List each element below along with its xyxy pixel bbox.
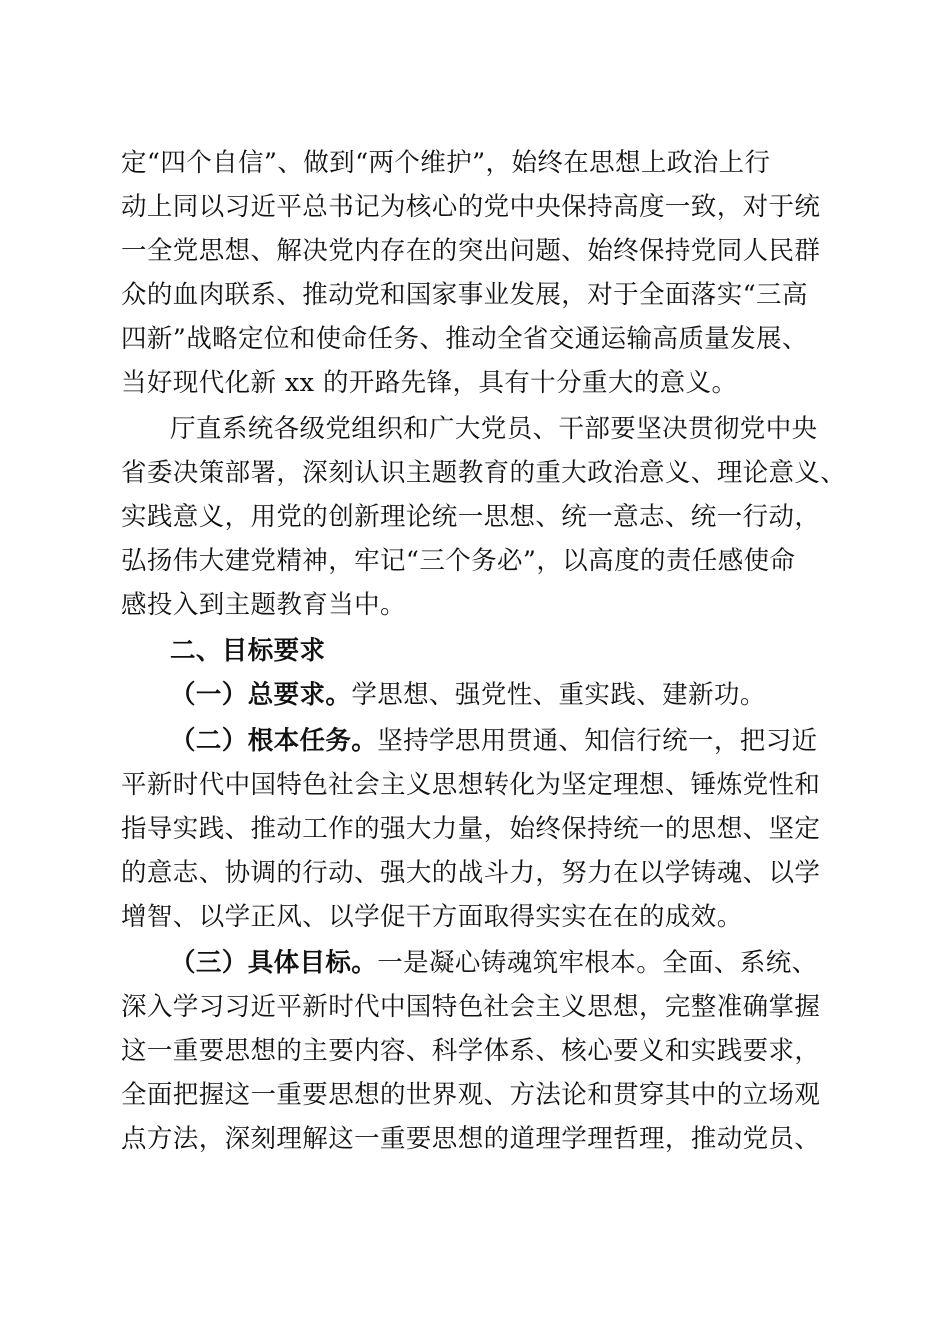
paragraph-line: 众的血肉联系、推动党和国家事业发展，对于全面落实“三高 bbox=[121, 280, 808, 310]
paragraph-line: 厅直系统各级党组织和广大党员、干部要坚决贯彻党中央 bbox=[170, 414, 818, 444]
section-heading: 二、目标要求 bbox=[170, 636, 326, 666]
paragraph-line: 省委决策部署，深刻认识主题教育的重大政治意义、理论意义、 bbox=[121, 458, 847, 488]
subsection-text: 一是凝心铸魂筑牢根本。全面、系统、 bbox=[377, 948, 818, 978]
paragraph-line: 实践意义，用党的创新理论统一思想、统一意志、统一行动， bbox=[121, 502, 821, 532]
paragraph-line: 这一重要思想的主要内容、科学体系、核心要义和实践要求， bbox=[121, 1036, 821, 1066]
paragraph-line: 当好现代化新 xx 的开路先锋，具有十分重大的意义。 bbox=[121, 368, 738, 398]
paragraph-line: 动上同以习近平总书记为核心的党中央保持高度一致，对于统 bbox=[121, 192, 821, 222]
subsection-text: 坚持学思用贯通、知信行统一，把习近 bbox=[377, 726, 818, 756]
paragraph-line: 全面把握这一重要思想的世界观、方法论和贯穿其中的立场观 bbox=[121, 1080, 821, 1110]
paragraph-line: 指导实践、推动工作的强大力量，始终保持统一的思想、坚定 bbox=[121, 814, 821, 844]
paragraph-line: 四新”战略定位和使命任务、推动全省交通运输高质量发展、 bbox=[121, 324, 808, 354]
subsection-line-fundamental-task bbox=[170, 726, 890, 756]
paragraph-line: 感投入到主题教育当中。 bbox=[121, 590, 406, 620]
paragraph-line: 的意志、协调的行动、强大的战斗力，努力在以学铸魂、以学 bbox=[121, 858, 821, 888]
paragraph-line: 增智、以学正风、以学促干方面取得实实在在的成效。 bbox=[121, 902, 743, 932]
subsection-text: 学思想、强党性、重实践、建新功。 bbox=[351, 680, 766, 710]
subsection-line-general-requirement bbox=[170, 680, 890, 710]
paragraph-line: 点方法，深刻理解这一重要思想的道理学理哲理，推动党员、 bbox=[121, 1124, 821, 1154]
subsection-title: （三）具体目标。 bbox=[170, 948, 378, 978]
paragraph-line: 一全党思想、解决党内存在的突出问题、始终保持党同人民群 bbox=[121, 236, 821, 266]
subsection-title: （二）根本任务。 bbox=[170, 726, 378, 756]
paragraph-line: 弘扬伟大建党精神，牢记“三个务必”，以高度的责任感使命 bbox=[121, 546, 796, 576]
paragraph-line: 定“四个自信”、做到“两个维护”，始终在思想上政治上行 bbox=[121, 148, 771, 178]
subsection-title: （一）总要求。 bbox=[170, 680, 352, 710]
subsection-line-specific-goals bbox=[170, 948, 890, 978]
paragraph-line: 平新时代中国特色社会主义思想转化为坚定理想、锤炼党性和 bbox=[121, 770, 821, 800]
paragraph-line: 深入学习习近平新时代中国特色社会主义思想，完整准确掌握 bbox=[121, 992, 821, 1022]
